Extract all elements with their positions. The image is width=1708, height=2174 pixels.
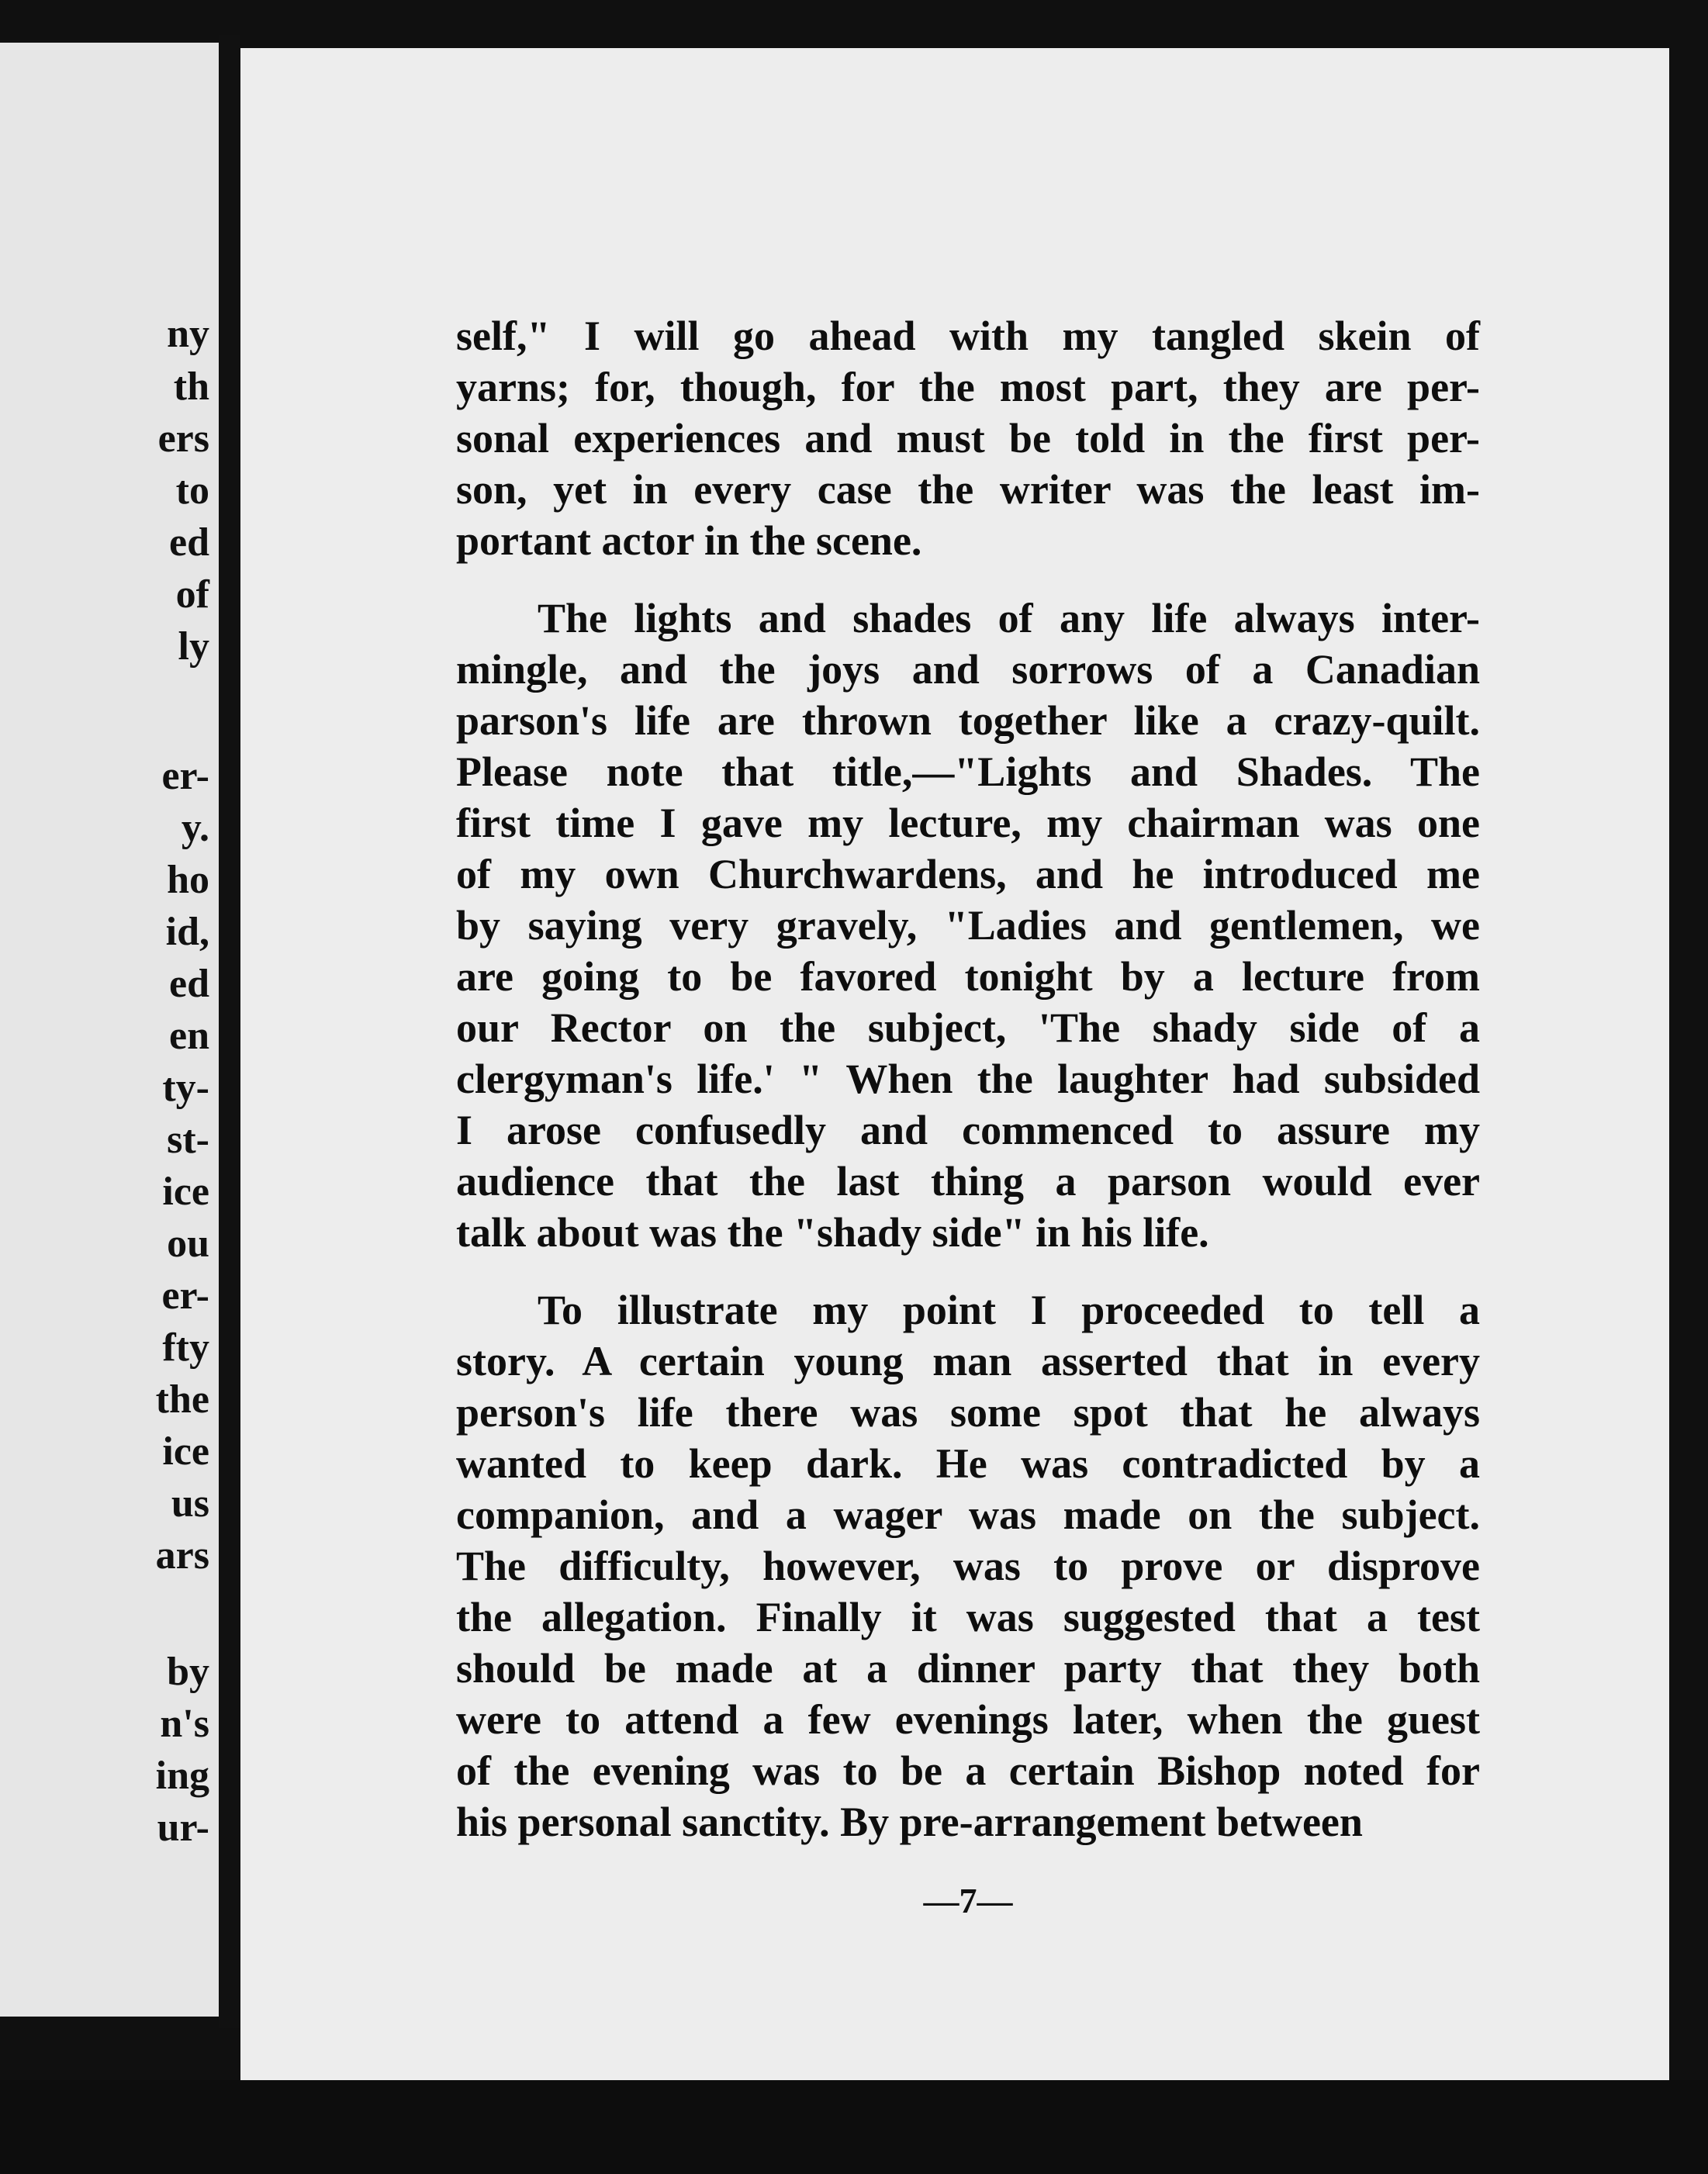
text-line: portant actor in the scene. bbox=[456, 517, 922, 564]
paragraph bbox=[456, 310, 1480, 566]
left-fragment: ers bbox=[157, 416, 209, 461]
text-line: The lights and shades of any life always inter- bbox=[538, 595, 1480, 641]
left-fragment: of bbox=[175, 572, 209, 617]
text-line: son, yet in every case the writer was the least im- bbox=[456, 466, 1480, 513]
left-fragment: ly bbox=[178, 624, 209, 669]
text-line: of the evening was to be a certain Bishop noted for bbox=[456, 1747, 1480, 1794]
text-line: sonal experiences and must be told in the first per- bbox=[456, 415, 1480, 461]
text-line: audience that the last thing a parson would ever bbox=[456, 1158, 1480, 1205]
text-line: parson's life are thrown together like a crazy-quilt. bbox=[456, 697, 1480, 744]
text-line: The difficulty, however, was to prove or disprove bbox=[456, 1543, 1480, 1589]
text-line: of my own Churchwardens, and he introduced me bbox=[456, 851, 1480, 897]
text-line: should be made at a dinner party that they both bbox=[456, 1645, 1480, 1692]
text-line: our Rector on the subject, 'The shady side of a bbox=[456, 1004, 1480, 1051]
left-fragment: ny bbox=[167, 312, 209, 356]
text-line: were to attend a few evenings later, when the guest bbox=[456, 1696, 1480, 1743]
left-fragment: ho bbox=[167, 858, 209, 902]
text-line: To illustrate my point I proceeded to tell a bbox=[538, 1287, 1480, 1333]
left-fragment: us bbox=[171, 1481, 209, 1526]
scan-bottom-edge bbox=[0, 2080, 1708, 2174]
left-fragment: ars bbox=[155, 1533, 209, 1578]
left-fragment: ice bbox=[162, 1170, 209, 1214]
text-line: first time I gave my lecture, my chairman was one bbox=[456, 800, 1480, 846]
text-line: clergyman's life.' " When the laughter had subsided bbox=[456, 1056, 1480, 1102]
main-page bbox=[240, 48, 1669, 2080]
left-fragment: ty- bbox=[162, 1066, 209, 1110]
left-fragment: ing bbox=[155, 1754, 209, 1798]
left-fragment: ou bbox=[167, 1222, 209, 1266]
book-gutter bbox=[219, 35, 240, 2028]
left-fragment: y. bbox=[181, 806, 209, 850]
left-fragment: n's bbox=[160, 1702, 209, 1746]
left-fragment: id, bbox=[165, 910, 209, 954]
text-line: are going to be favored tonight by a lecture from bbox=[456, 953, 1480, 1000]
text-line: story. A certain young man asserted that in every bbox=[456, 1338, 1480, 1384]
left-fragment: by bbox=[167, 1650, 209, 1694]
left-fragment: ice bbox=[162, 1429, 209, 1474]
left-fragment: ed bbox=[169, 520, 209, 565]
text-line: Please note that title,—"Lights and Shades. The bbox=[456, 748, 1480, 795]
text-line: companion, and a wager was made on the subject. bbox=[456, 1491, 1480, 1538]
paragraph bbox=[456, 1284, 1480, 1847]
left-fragment: th bbox=[173, 365, 209, 409]
text-line: mingle, and the joys and sorrows of a Canadian bbox=[456, 646, 1480, 693]
text-line: I arose confusedly and commenced to assure my bbox=[456, 1107, 1480, 1153]
text-line: his personal sanctity. By pre-arrangement between bbox=[456, 1799, 1363, 1845]
paragraph bbox=[456, 593, 1480, 1258]
text-line: the allegation. Finally it was suggested that a test bbox=[456, 1594, 1480, 1640]
left-fragment: er- bbox=[161, 1274, 209, 1318]
page-number: —7— bbox=[923, 1881, 1013, 1920]
left-fragment: st- bbox=[167, 1118, 209, 1162]
left-fragment: ed bbox=[169, 962, 209, 1006]
text-line: yarns; for, though, for the most part, they are per- bbox=[456, 364, 1480, 410]
body-text bbox=[456, 310, 1480, 1874]
left-fragment: en bbox=[169, 1014, 209, 1058]
left-fragment: fty bbox=[162, 1325, 209, 1370]
text-line: talk about was the "shady side" in his life. bbox=[456, 1209, 1209, 1256]
left-fragment: the bbox=[155, 1377, 209, 1422]
left-fragment: to bbox=[175, 468, 209, 513]
left-fragment: ur- bbox=[157, 1806, 209, 1850]
text-line: self," I will go ahead with my tangled skein of bbox=[456, 313, 1480, 359]
left-page bbox=[0, 43, 219, 2017]
text-line: person's life there was some spot that he always bbox=[456, 1389, 1480, 1436]
left-fragment: er- bbox=[161, 754, 209, 798]
text-line: by saying very gravely, "Ladies and gentlemen, we bbox=[456, 902, 1480, 949]
text-line: wanted to keep dark. He was contradicted by a bbox=[456, 1440, 1480, 1487]
